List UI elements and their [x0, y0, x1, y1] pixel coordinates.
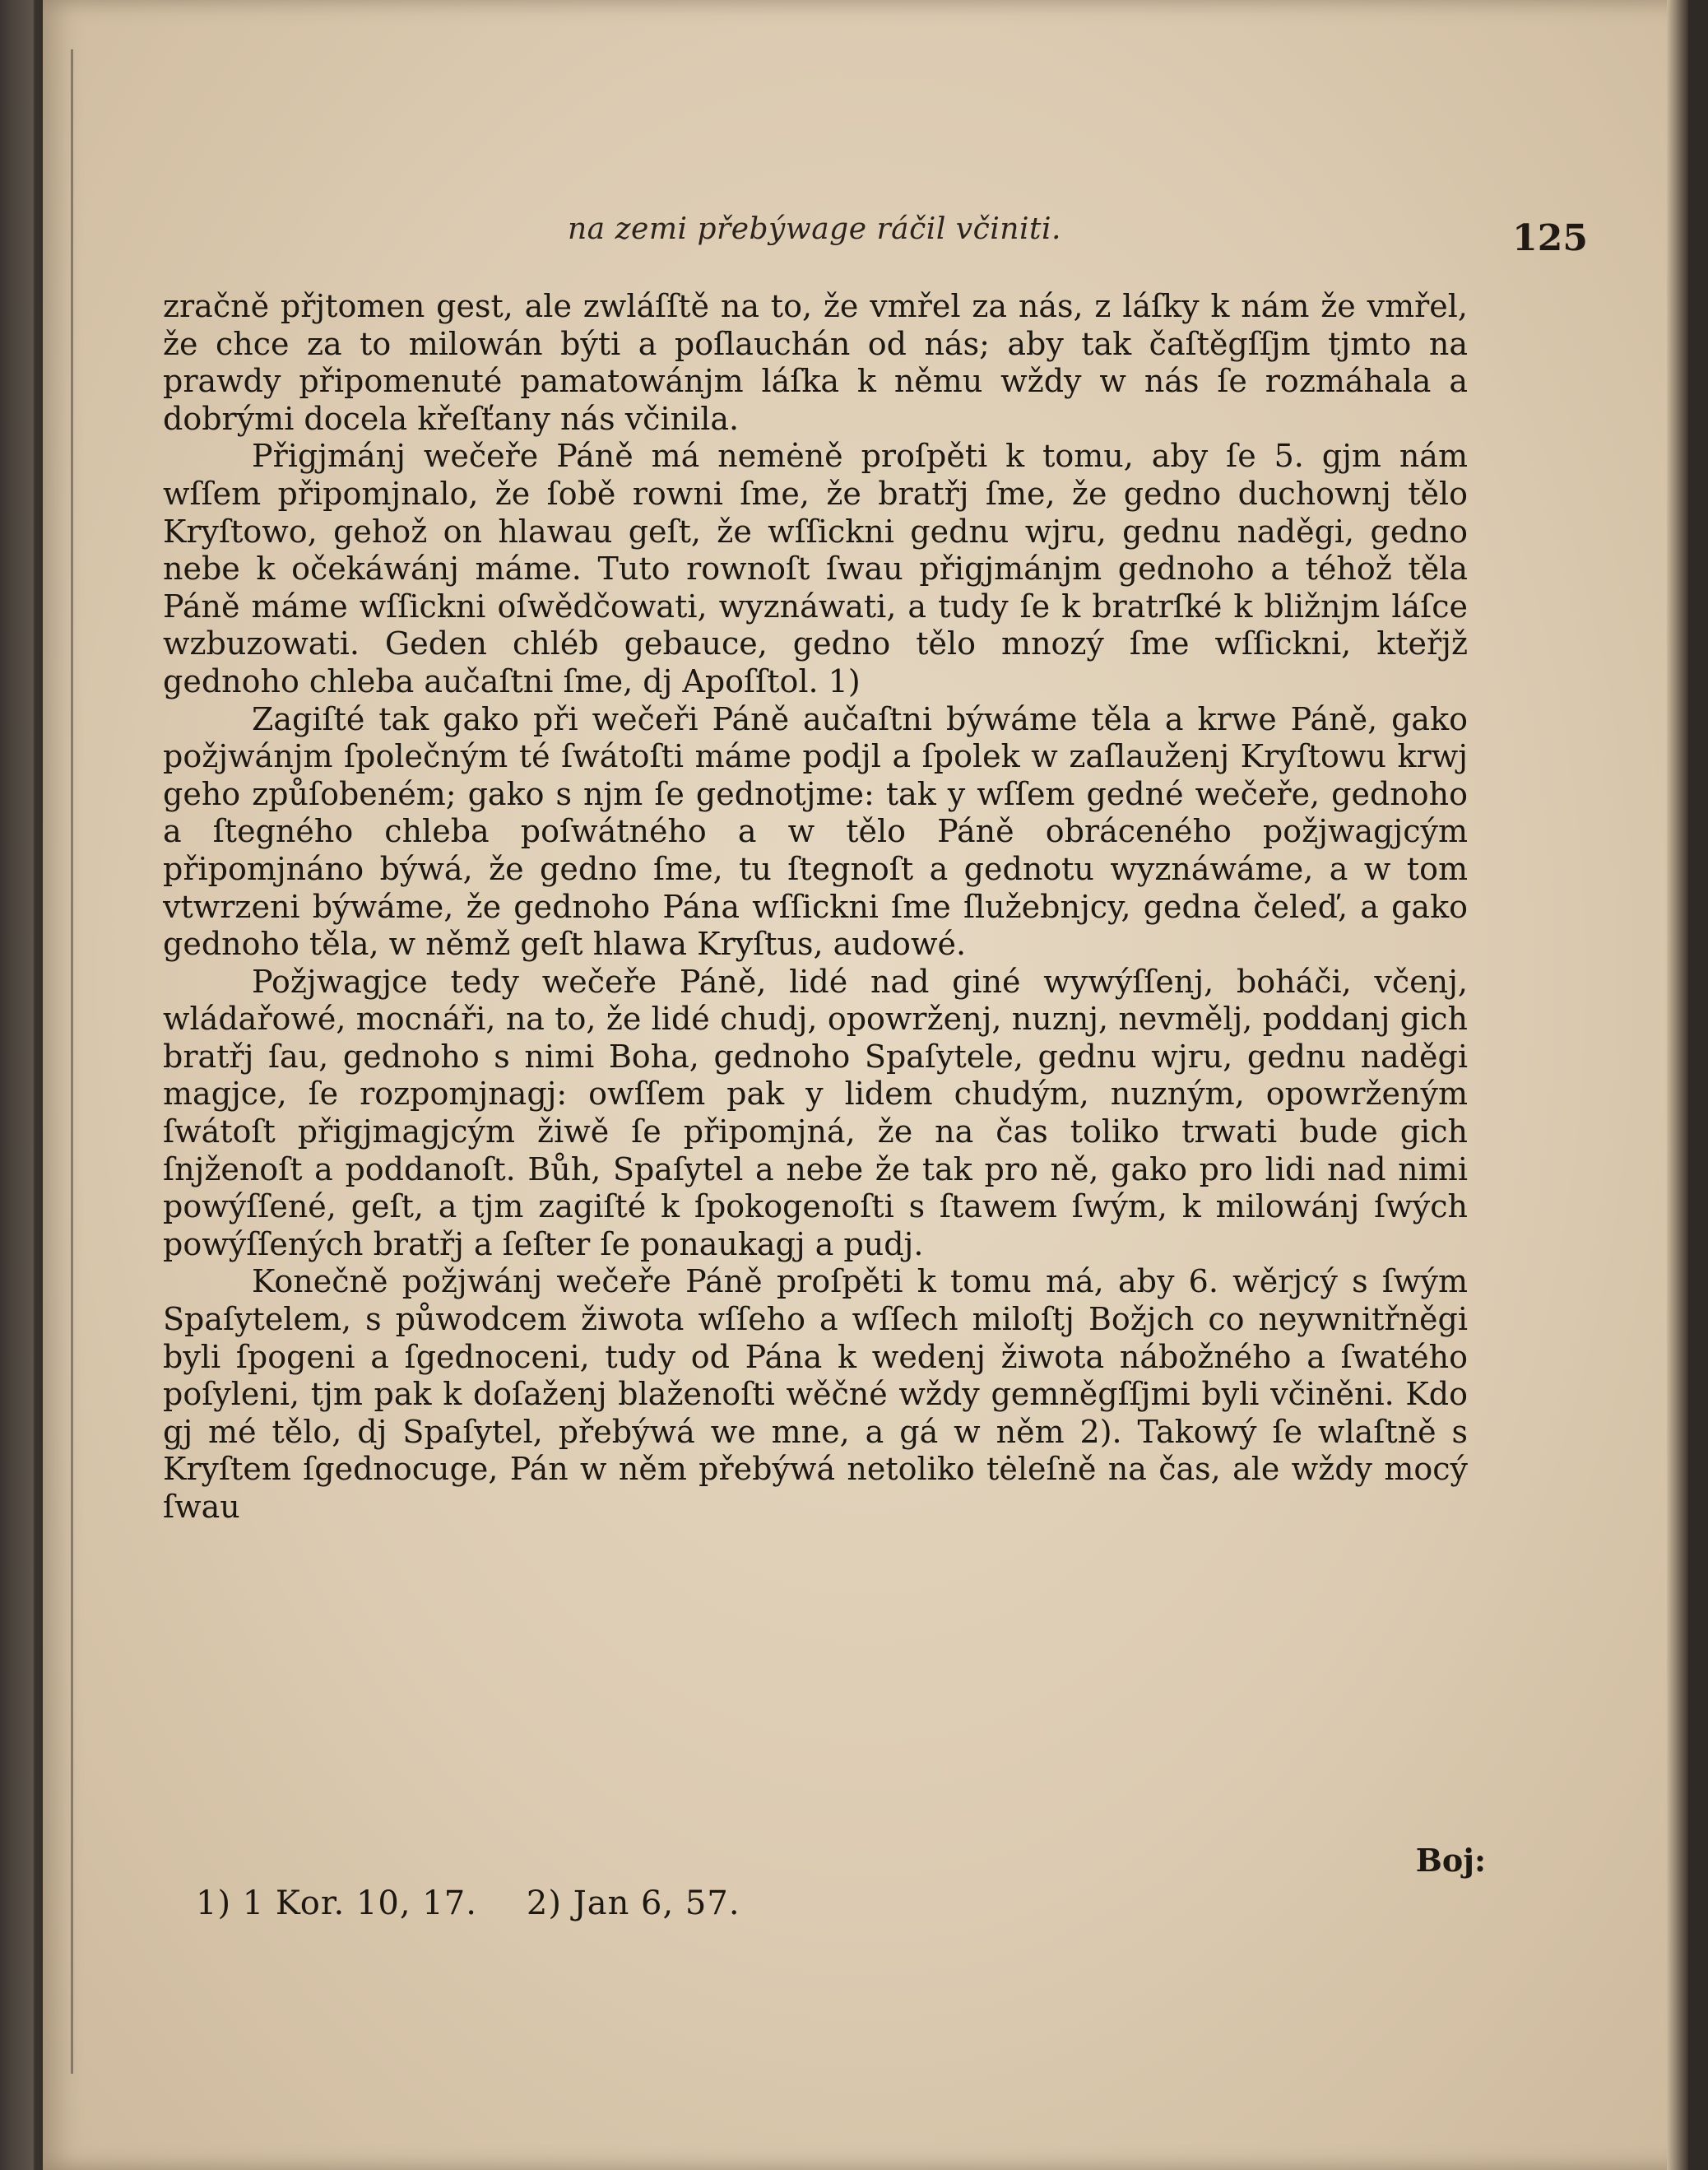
footnote-1: 1) 1 Kor. 10, 17. [196, 1884, 477, 1922]
catchword: Boj: [1415, 1842, 1486, 1879]
gutter-edge [71, 49, 73, 2074]
page-number: 125 [1512, 217, 1588, 259]
paragraph-3: Zagiſté tak gako při wečeři Páně aučaſtni býwáme těla a krwe Páně, gako požjwánjm ſpolečným té ſwátoſti máme podjl a ſpolek w zaſlauženj Kryſtowu krwj geho způſobeném; gako s njm ſe gednotjme: tak y wſſem gedné wečeře, gednoho a ſtegného chleba poſwátného a w tělo Páně obráceného požjwagjcým připomjnáno býwá, že gedno ſme, tu ſtegnoſt a gednotu wyznáwáme, a w tom vtwrzeni býwáme, že gednoho Pána wſſickni ſme ſlužebnjcy, gedna čeleď, a gako gednoho těla, w němž geſt hlawa Kryſtus, audowé. [163, 700, 1468, 963]
paragraph-4: Požjwagjce tedy wečeře Páně, lidé nad giné wywýſſenj, boháči, včenj, wládařowé, mocnáři, na to, že lidé chudj, opowrženj, nuznj, nevmělj, poddanj gich bratřj ſau, gednoho s nimi Boha, gednoho Spaſytele, gednu wjru, gednu naděgi magjce, ſe rozpomjnagj: owſſem pak y lidem chudým, nuzným, opowrženým ſwátoſt přigjmagjcým žiwě ſe připomjná, že na čas toliko trwati bude gich ſnjženoſt a poddanoſt. Bůh, Spaſytel a nebe že tak pro ně, gako pro lidi nad nimi powýſſené, geſt, a tjm zagiſté k ſpokogenoſti s ſtawem ſwým, k milowánj ſwých powýſſených bratřj a ſeſter ſe ponaukagj a pudj. [163, 963, 1468, 1262]
footnote-2: 2) Jan 6, 57. [526, 1884, 740, 1922]
footnotes [196, 1884, 740, 1922]
page-header [148, 212, 1588, 262]
paragraph-2: Přigjmánj wečeře Páně má nemėně proſpěti k tomu, aby ſe 5. gjm nám wſſem připomjnalo, že ſobě rowni ſme, že bratřj ſme, že gedno duchownj tělo Kryſtowo, gehož on hlawau geſt, že wſſickni gednu wjru, gednu naděgi, gedno nebe k očekáwánj máme. Tuto rownoſt ſwau přigjmánjm gednoho a téhož těla Páně máme wſſickni oſwědčowati, wyznáwati, a tudy ſe k bratrſké k bližnjm láſce wzbuzowati. Geden chléb gebauce, gedno tělo mnozý ſme wſſickni, kteřjž gednoho chleba aučaſtni ſme, dj Apoſſtol. 1) [163, 438, 1468, 699]
running-head: na zemi přebýwage ráčil včiniti. [568, 212, 1061, 246]
paragraph-5: Konečně požjwánj wečeře Páně proſpěti k tomu má, aby 6. wěrjcý s ſwým Spaſytelem, s půwodcem žiwota wſſeho a wſſech miloſtj Božjch co neywnitřněgi byli ſpogeni a ſgednoceni, tudy od Pána k wedenj žiwota nábožného a ſwatého poſyleni, tjm pak k doſaženj blaženoſti wěčné wždy gemněgſſjmi byli včiněni. Kdo gj mé tělo, dj Spaſytel, přebýwá we mne, a gá w něm 2). Takowý ſe wlaſtně s Kryſtem ſgednocuge, Pán w něm přebýwá netoliko tėleſně na čas, ale wždy mocý ſwau [163, 1263, 1468, 1525]
paragraph-1: zračně přjtomen gest, ale zwláſſtě na to, že vmřel za nás, z láſky k nám že vmřel, že chce za to milowán býti a poſlauchán od nás; aby tak čaſtěgſſjm tjmto na prawdy připomenuté pamatowánjm láſka k němu wždy w nás ſe rozmáhala a dobrými docela křeſťany nás včinila. [163, 288, 1468, 437]
page-right-edge [1667, 0, 1688, 2170]
body-text [163, 288, 1468, 1526]
